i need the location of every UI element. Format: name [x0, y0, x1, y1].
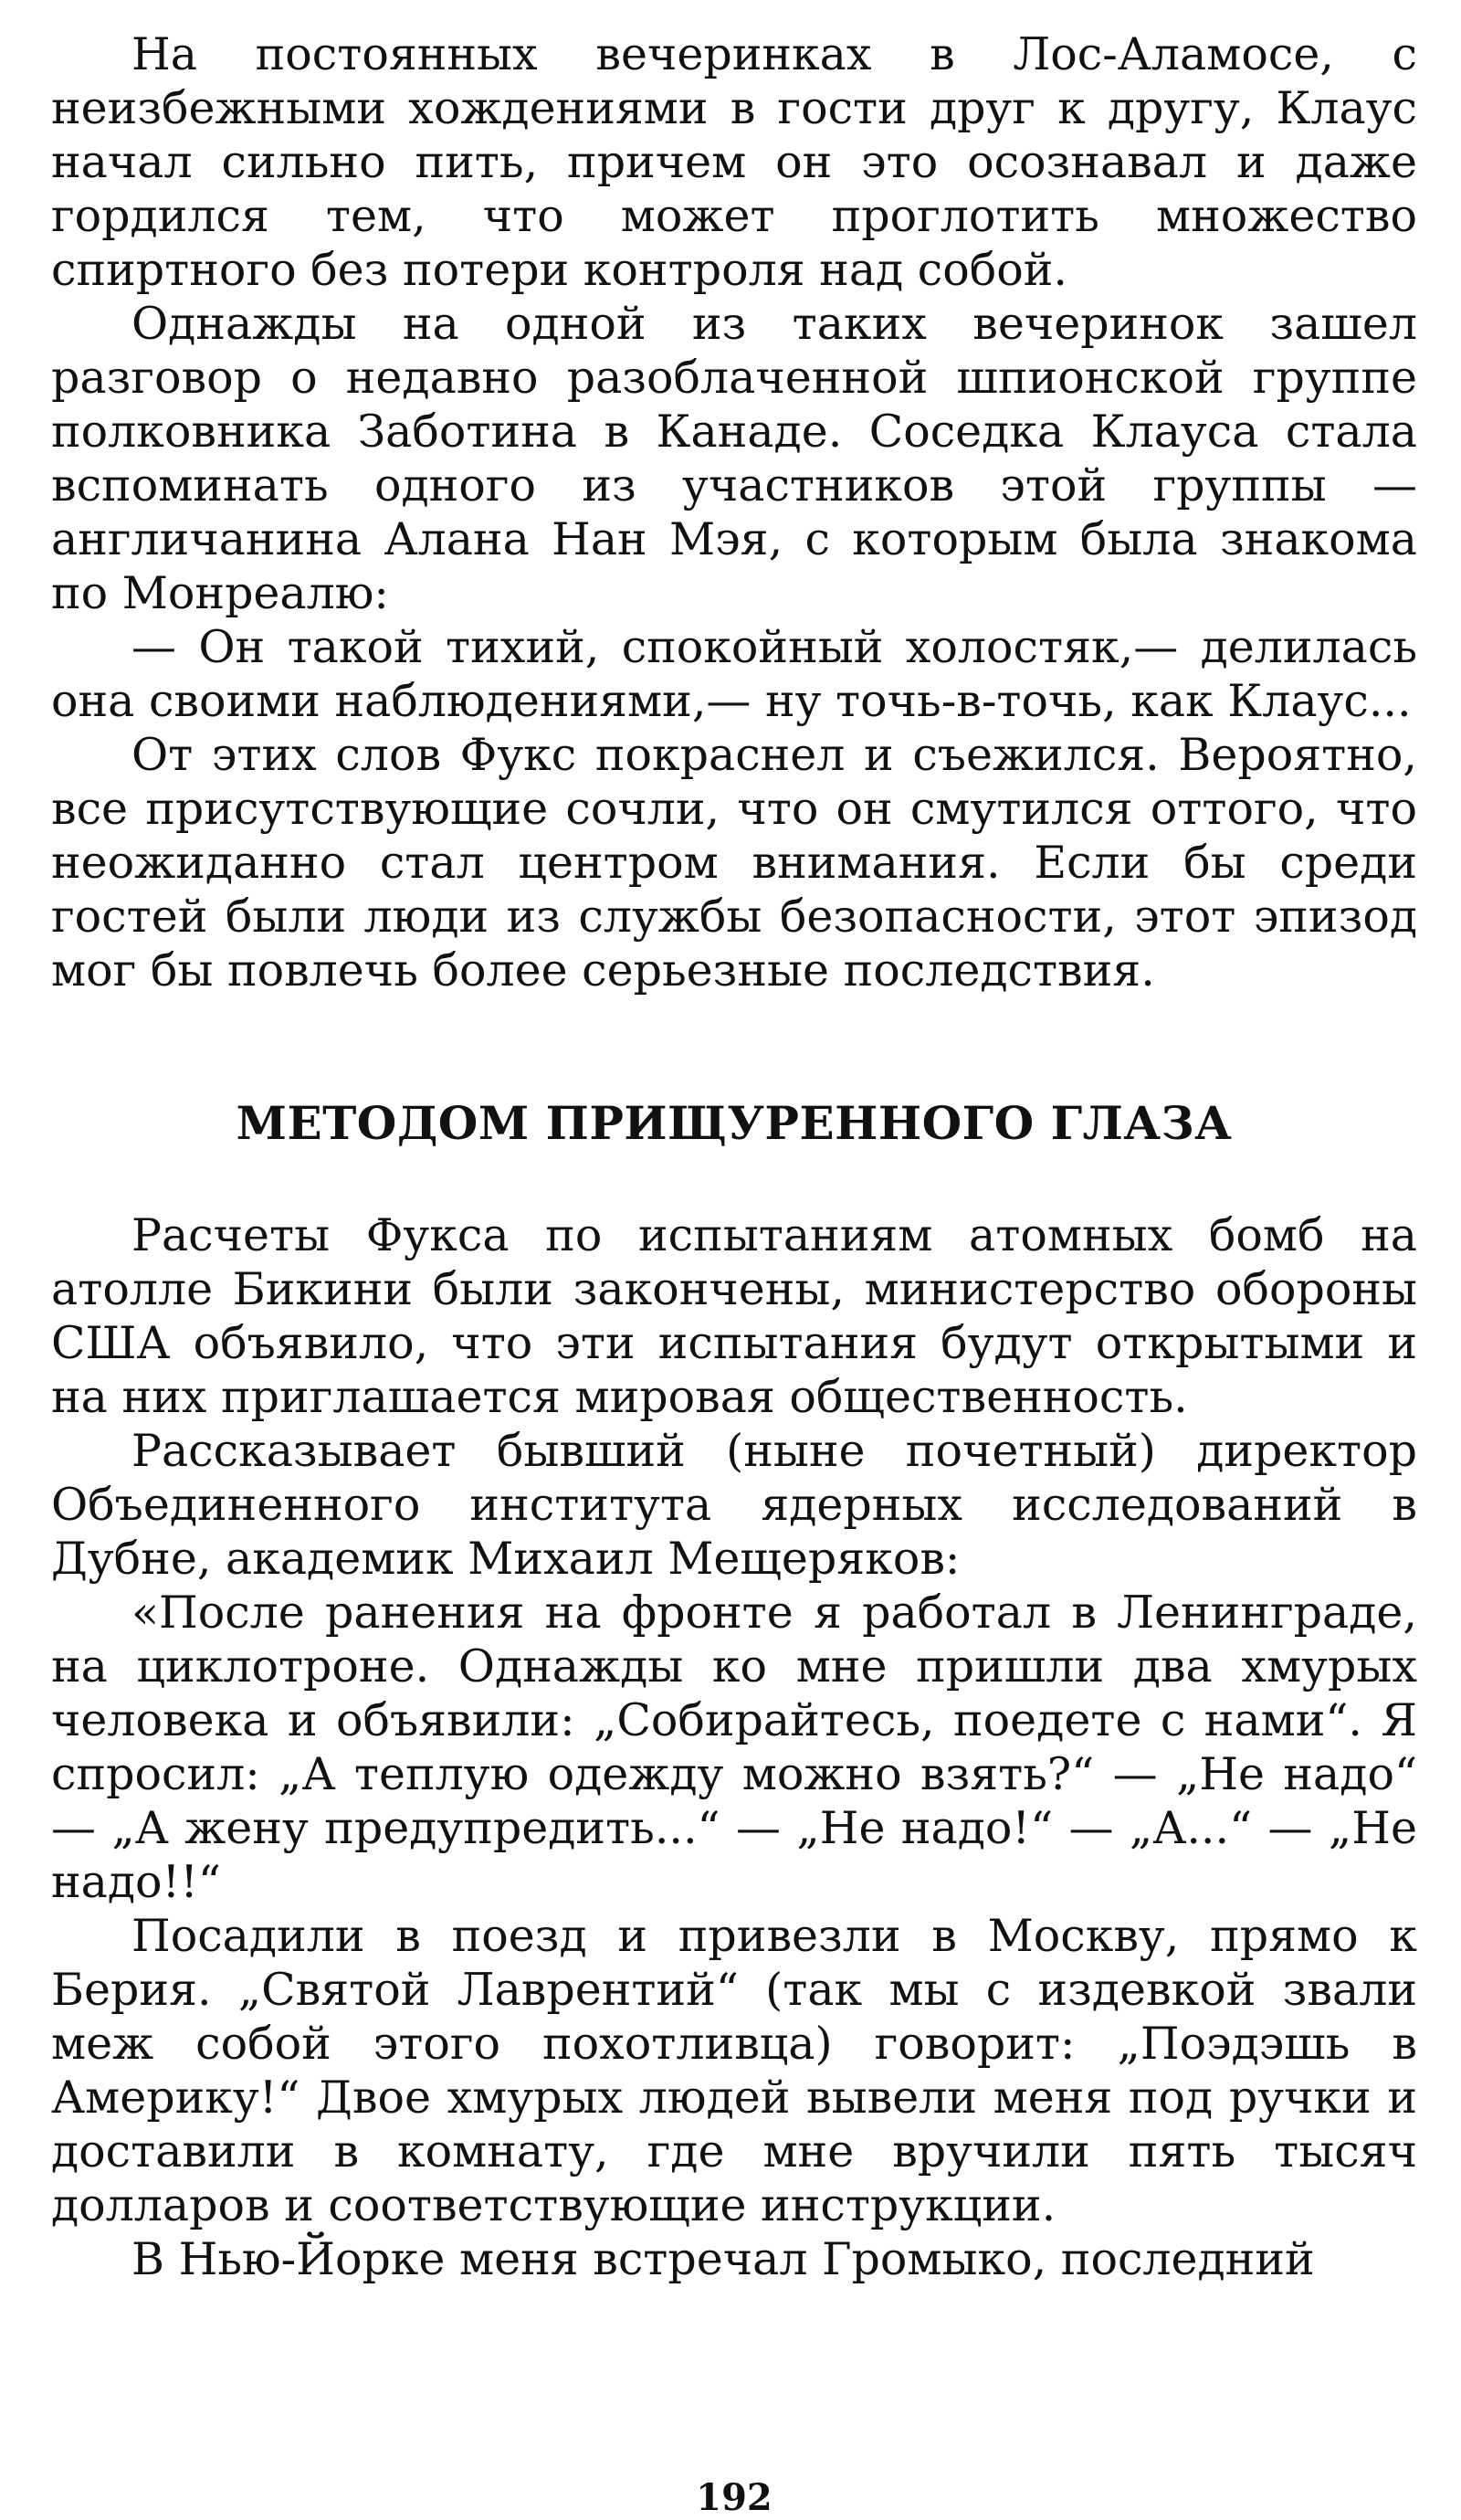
- paragraph-beria-america: Посадили в поезд и привезли в Москву, прямо к Берия. „Святой Лаврентий“ (так мы с издевкой звали меж собой этого похотливца) говорит: „Поэдэшь в Америку!“ Двое хмурых людей вывели меня под ручки и доставили в комнату, где мне вручили пять тысяч долларов и соответствующие инструкции.: [51, 1910, 1417, 2231]
- page-number: 192: [696, 2476, 773, 2519]
- paragraph-spy-group-conversation: Однажды на одной из таких вечеринок зашел разговор о недавно разоблаченной шпионской группе полковника Заботина в Канаде. Соседка Клауса стала вспоминать одного из участников этой группы — англичанина Алана Нан Мэя, с которым была знакома по Монреалю:: [51, 298, 1417, 619]
- paragraph-bikini-tests: Расчеты Фукса по испытаниям атомных бомб на атолле Бикини были закончены, министерство обороны США объявило, что эти испытания будут открытыми и на них приглашается мировая общественность.: [51, 1209, 1417, 1423]
- book-page: [51, 27, 1417, 2519]
- paragraph-fuchs-blushed: От этих слов Фукс покраснел и съежился. Вероятно, все присутствующие сочли, что он смутился оттого, что неожиданно стал центром внимания. Если бы среди гостей были люди из службы безопасности, этот эпизод мог бы повлечь более серьезные последствия.: [51, 729, 1417, 996]
- paragraph-party-drinking: На постоянных вечеринках в Лос-Аламосе, с неизбежными хождениями в гости друг к другу, Клаус начал сильно пить, причем он это осознавал и даже гордился тем, что может проглотить множество спиртного без потери контроля над собой.: [51, 28, 1417, 296]
- paragraph-meshcheryakov-intro: Рассказывает бывший (ныне почетный) директор Объединенного института ядерных исследований в Дубне, академик Михаил Мещеряков:: [51, 1425, 1417, 1585]
- spacer: [51, 997, 1417, 1096]
- section-heading: МЕТОДОМ ПРИЩУРЕННОГО ГЛАЗА: [236, 1096, 1233, 1150]
- paragraph-neighbor-quote: — Он такой тихий, спокойный холостяк,— делилась она своими наблюдениями,— ну точь-в-точь, как Клаус...: [51, 621, 1417, 727]
- spacer: [51, 1150, 1417, 1208]
- paragraph-leningrad-quote: «После ранения на фронте я работал в Ленинграде, на циклотроне. Однажды ко мне пришли два хмурых человека и объявили: „Собирайтесь, поедете с нами“. Я спросил: „А теплую одежду можно взять?“ — „Не надо“ — „А жену предупредить...“ — „Не надо!“ — „А...“ — „Не надо!!“: [51, 1587, 1417, 1908]
- paragraph-new-york-gromyko: В Нью-Йорке меня встречал Громыко, последний: [131, 2233, 1315, 2285]
